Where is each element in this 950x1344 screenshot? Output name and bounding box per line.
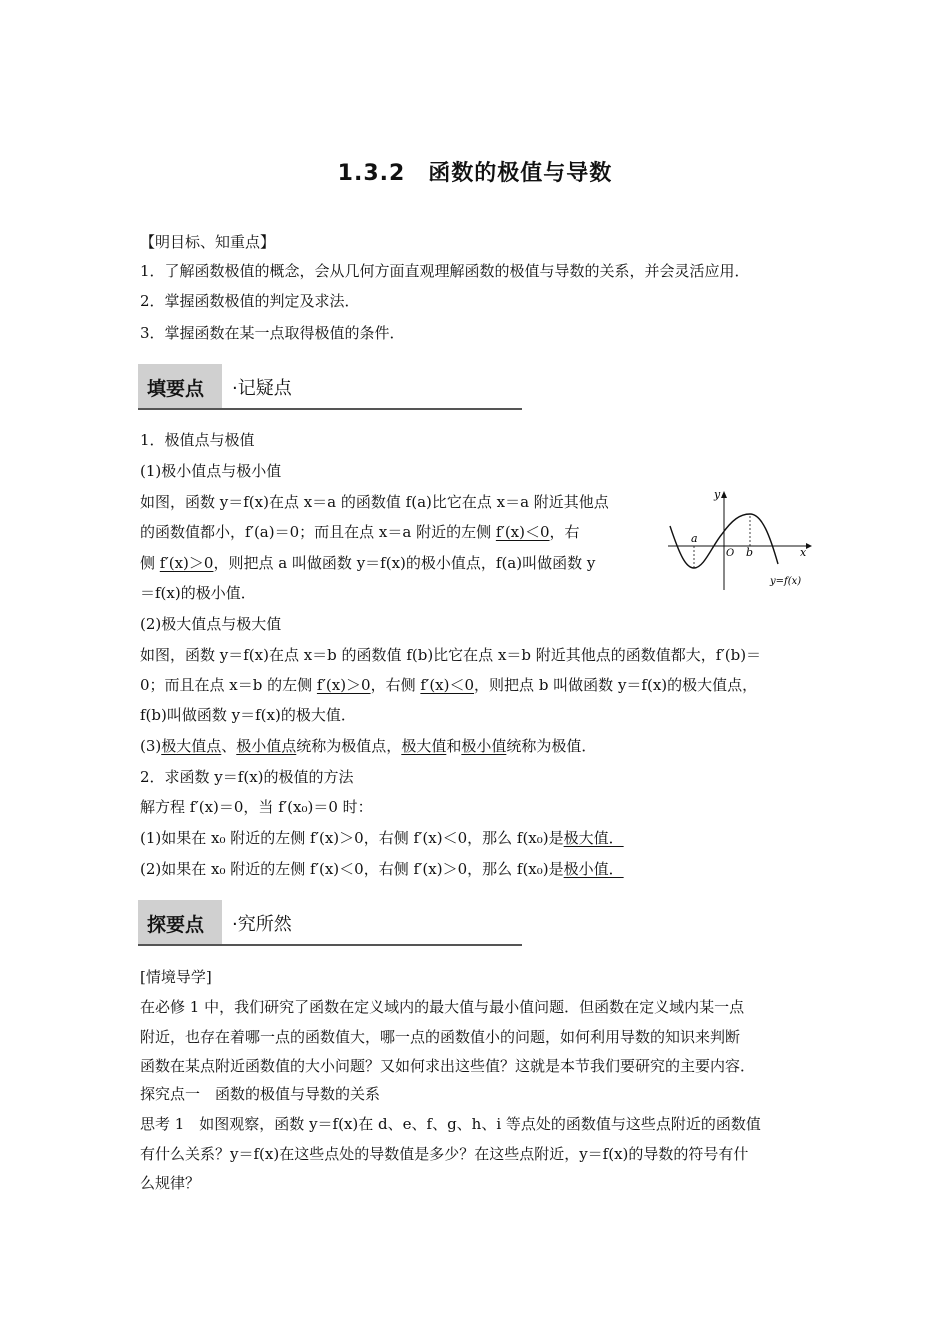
underlined-answer: 极大值． bbox=[563, 829, 624, 847]
curve-label: y=f(x) bbox=[770, 576, 802, 587]
underlined-answer: f′(x)＞0 bbox=[316, 676, 371, 694]
body-line: 1．极值点与极值 bbox=[140, 431, 255, 449]
text-span: ，则把点 a 叫做函数 y＝f(x)的极小值点，f(a)叫做函数 y bbox=[213, 554, 596, 572]
text-span: (1)如果在 x₀ 附近的左侧 f′(x)＞0，右侧 f′(x)＜0，那么 f(x₀)是 bbox=[140, 829, 564, 847]
x-axis-label: x bbox=[800, 546, 807, 559]
inquiry-line: 探究点一 函数的极值与导数的关系 bbox=[140, 1085, 381, 1103]
point-b-label: b bbox=[746, 546, 754, 559]
inquiry-line: 思考 1 如图观察，函数 y＝f(x)在 d、e、f、g、h、i 等点处的函数值与这些点附近的函数值 bbox=[140, 1115, 761, 1133]
section-banner-key-points bbox=[138, 364, 522, 410]
inquiry-line: 函数在某点附近函数值的大小问题？又如何求出这些值？这就是本节我们要研究的主要内容． bbox=[140, 1057, 756, 1075]
section-banner-sublabel: ·究所然 bbox=[232, 914, 292, 935]
inquiry-line: 么规律？ bbox=[140, 1174, 201, 1192]
text-span: 侧 bbox=[140, 554, 160, 572]
section-banner-box bbox=[138, 900, 222, 944]
text-span: ，右侧 bbox=[370, 676, 421, 694]
text-span: (2)如果在 x₀ 附近的左侧 f′(x)＜0，右侧 f′(x)＞0，那么 f(x₀)是 bbox=[140, 860, 564, 878]
text-span: 和 bbox=[446, 737, 462, 755]
inquiry-line: 有什么关系？y＝f(x)在这些点处的导数值是多少？在这些点附近，y＝f(x)的导数的符号有什 bbox=[140, 1145, 749, 1163]
y-axis-label: y bbox=[714, 488, 721, 501]
body-line: 如图，函数 y＝f(x)在点 x＝b 的函数值 f(b)比它在点 x＝b 附近其他点的函数值都大，f′(b)＝ bbox=[140, 646, 762, 664]
text-span: 统称为极值． bbox=[506, 737, 597, 755]
body-line bbox=[140, 522, 580, 542]
body-line: 如图，函数 y＝f(x)在点 x＝a 的函数值 f(a)比它在点 x＝a 附近其他点 bbox=[140, 493, 609, 511]
underlined-answer: f′(x)＜0 bbox=[420, 676, 475, 694]
section-banner-label: 探要点 bbox=[147, 914, 205, 936]
section-banner-label: 填要点 bbox=[147, 378, 205, 400]
section-banner-rule bbox=[138, 408, 522, 410]
text-span: 统称为极值点， bbox=[296, 737, 402, 755]
body-line bbox=[140, 553, 595, 573]
objectives-heading: 【明目标、知重点】 bbox=[140, 233, 276, 251]
body-line bbox=[140, 736, 596, 756]
x-axis-arrow bbox=[806, 543, 812, 549]
body-line: ＝f(x)的极小值． bbox=[140, 584, 256, 602]
body-line: f(b)叫做函数 y＝f(x)的极大值． bbox=[140, 706, 356, 724]
body-line: (1)极小值点与极小值 bbox=[140, 462, 282, 480]
text-span: 的函数值都小，f′(a)＝0；而且在点 x＝a 附近的左侧 bbox=[140, 523, 496, 541]
text-span: ，右 bbox=[549, 523, 580, 541]
inquiry-line: 附近，也存在着哪一点的函数值大，哪一点的函数值小的问题，如何利用导数的知识来判断 bbox=[140, 1028, 741, 1046]
underlined-answer: 极大值点 bbox=[161, 737, 222, 755]
y-axis-arrow bbox=[721, 491, 727, 498]
section-banner-box bbox=[138, 364, 222, 408]
function-graph bbox=[666, 486, 816, 592]
section-banner-explore bbox=[138, 900, 522, 946]
origin-label: O bbox=[726, 548, 735, 559]
objective-item-1: 1．了解函数极值的概念，会从几何方面直观理解函数的极值与导数的关系，并会灵活应用． bbox=[140, 262, 750, 280]
underlined-answer: f′(x)＞0 bbox=[159, 554, 214, 572]
text-span: ，则把点 b 叫做函数 y＝f(x)的极大值点， bbox=[474, 676, 758, 694]
body-line: 2．求函数 y＝f(x)的极值的方法 bbox=[140, 768, 354, 786]
body-line bbox=[140, 675, 757, 695]
objective-item-2: 2．掌握函数极值的判定及求法． bbox=[140, 292, 360, 310]
text-span: 、 bbox=[221, 737, 237, 755]
underlined-answer: 极大值 bbox=[401, 737, 447, 755]
underlined-answer: 极小值点 bbox=[236, 737, 297, 755]
underlined-answer: 极小值 bbox=[461, 737, 507, 755]
body-line: 解方程 f′(x)＝0，当 f′(x₀)＝0 时： bbox=[140, 798, 373, 816]
body-line bbox=[140, 859, 624, 879]
point-a-label: a bbox=[691, 532, 698, 545]
section-banner-rule bbox=[138, 944, 522, 946]
objective-item-3: 3．掌握函数在某一点取得极值的条件． bbox=[140, 324, 405, 342]
underlined-answer: f′(x)＜0 bbox=[495, 523, 550, 541]
text-span: (3) bbox=[140, 737, 162, 755]
body-line bbox=[140, 828, 624, 848]
body-line: (2)极大值点与极大值 bbox=[140, 615, 282, 633]
text-span: 0；而且在点 x＝b 的左侧 bbox=[140, 676, 317, 694]
page-title: 1.3.2 函数的极值与导数 bbox=[337, 161, 613, 186]
section-banner-sublabel: ·记疑点 bbox=[232, 378, 292, 399]
inquiry-line: 在必修 1 中，我们研究了函数在定义域内的最大值与最小值问题．但函数在定义域内某一点 bbox=[140, 998, 745, 1016]
underlined-answer: 极小值． bbox=[563, 860, 624, 878]
inquiry-heading: [情境导学] bbox=[140, 968, 212, 986]
